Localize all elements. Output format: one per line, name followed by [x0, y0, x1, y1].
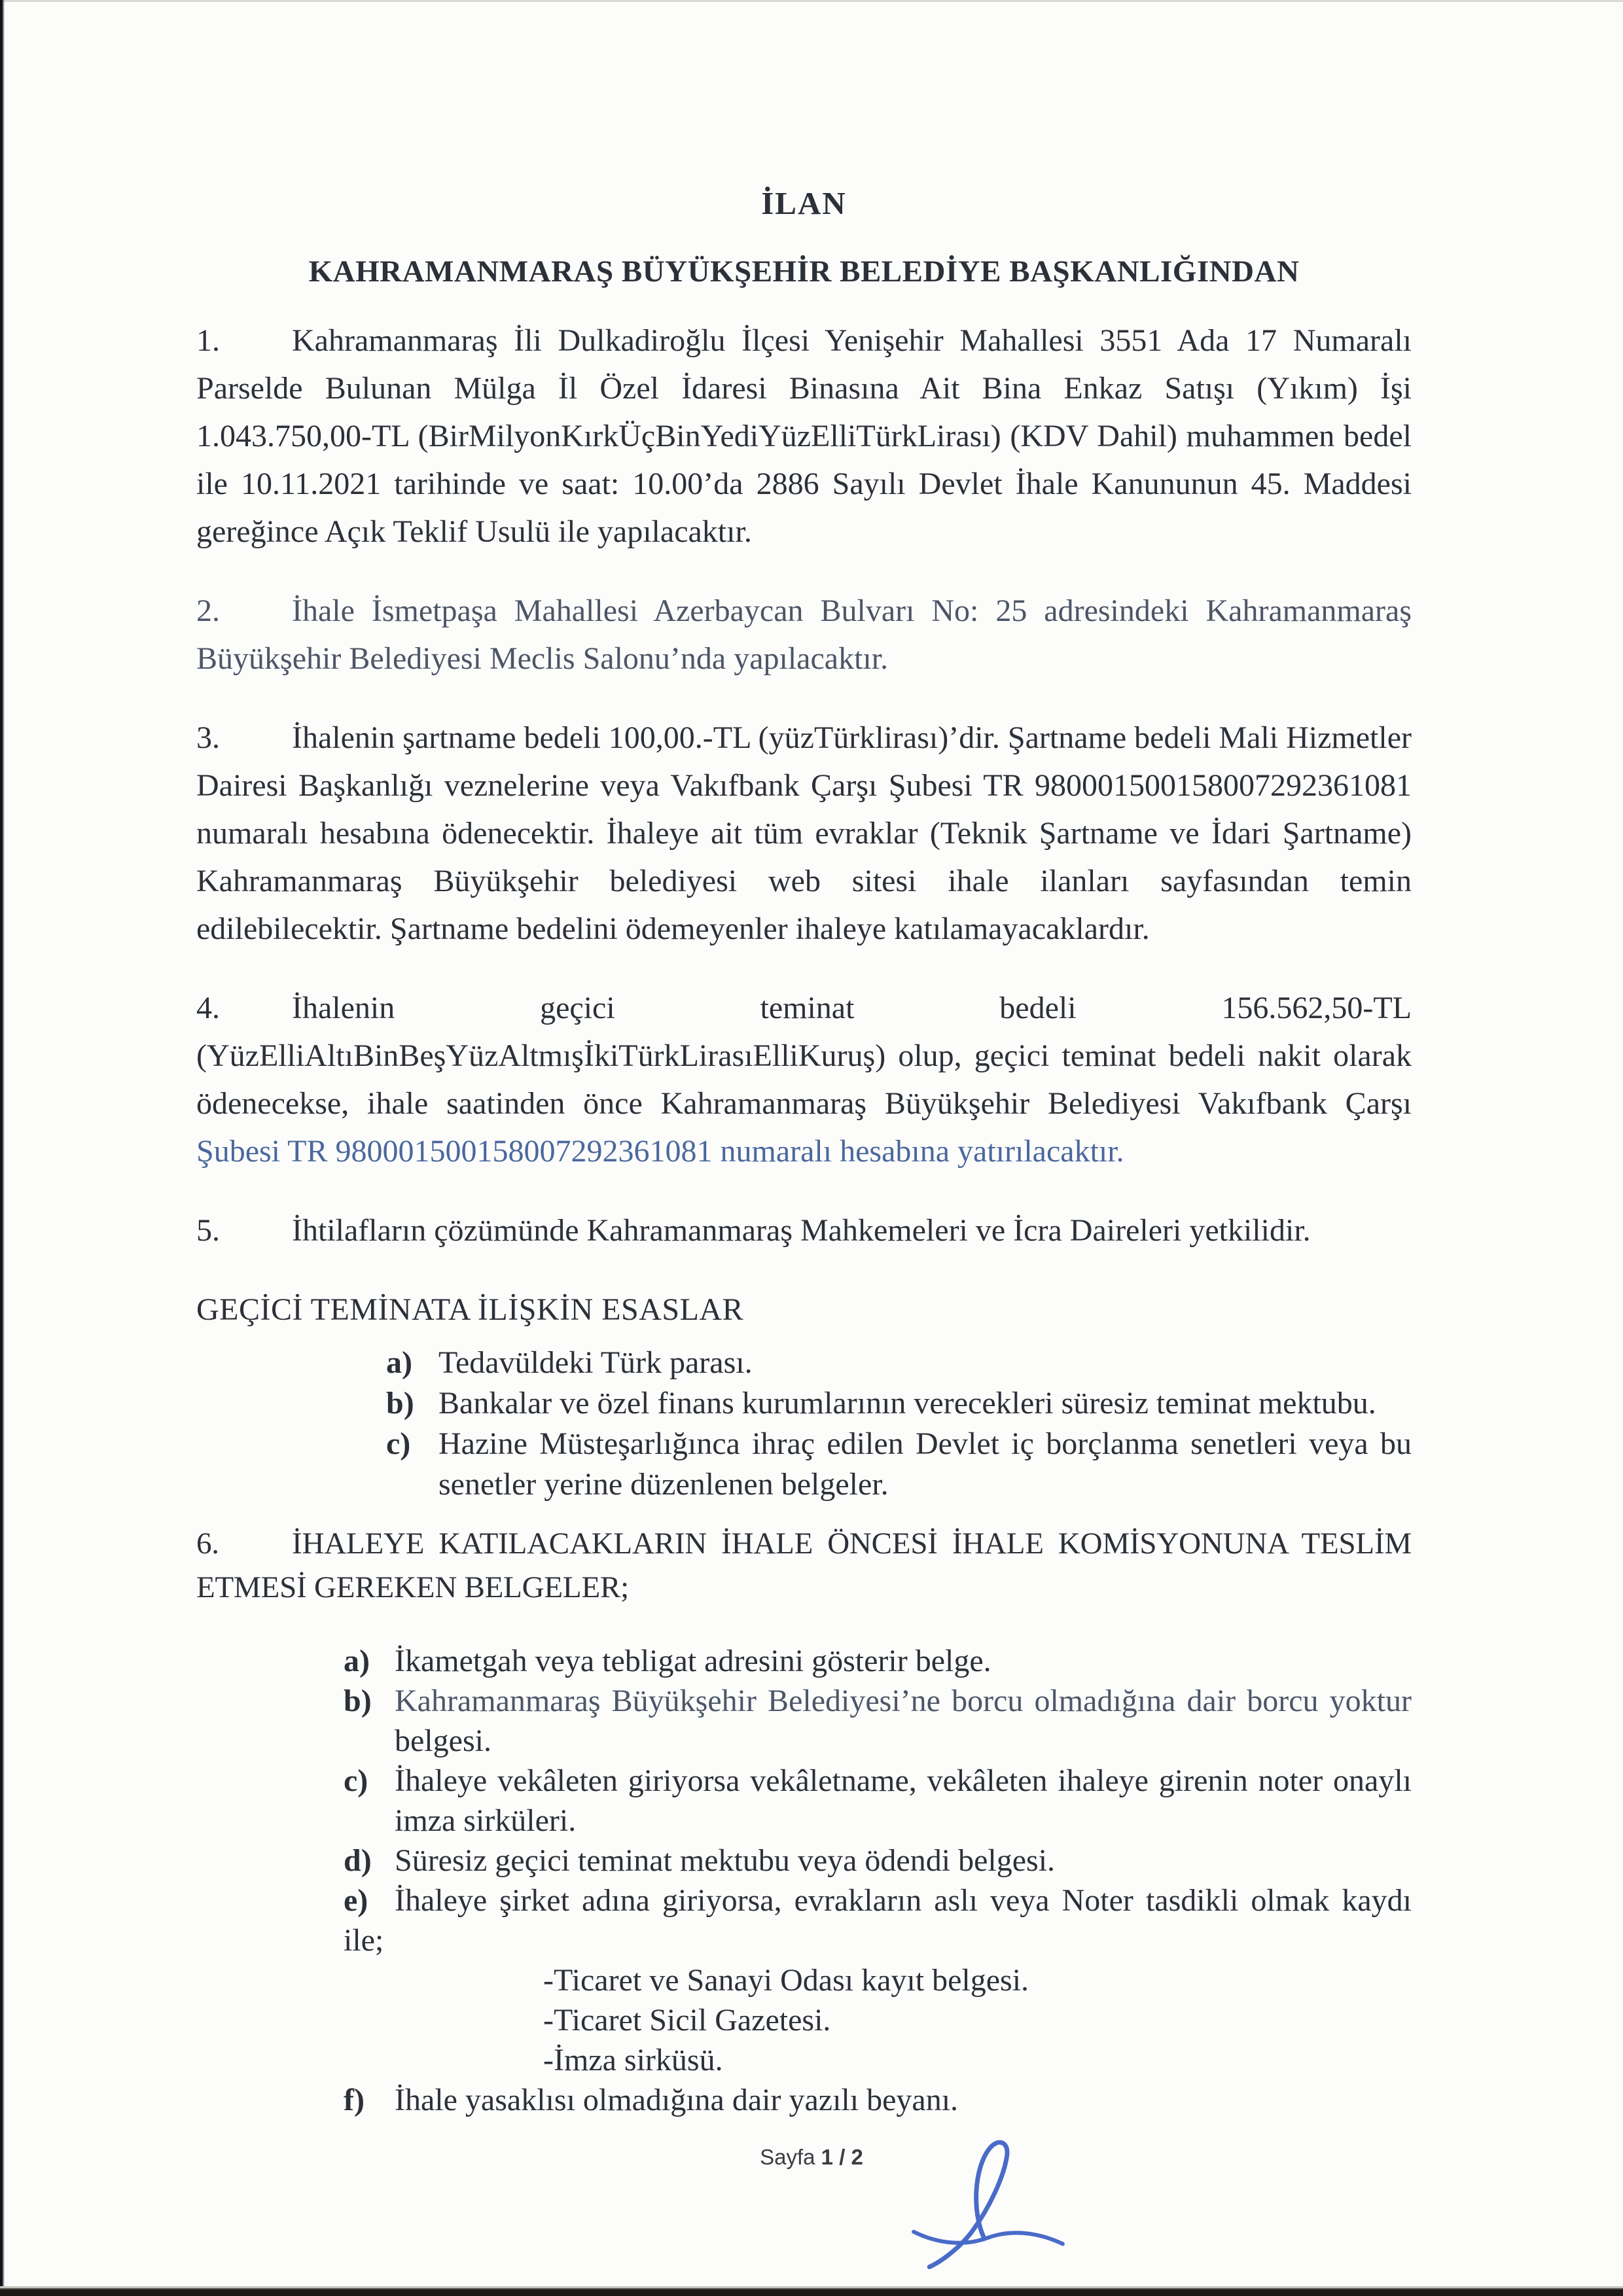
- paragraph-2: [196, 587, 1412, 682]
- paragraph-2-text: İhale İsmetpaşa Mahallesi Azerbaycan Bulvarı No: 25 adresindeki Kahramanmaraş Büyükşehir Belediyesi Meclis Salonu’nda yapılacaktır.: [196, 593, 1412, 676]
- list-item-marker: a): [344, 1644, 370, 1678]
- paragraph-5-text: İhtilafların çözümünde Kahramanmaraş Mahkemeleri ve İcra Daireleri yetkilidir.: [292, 1213, 1311, 1248]
- list-item: [344, 1761, 1412, 1841]
- paragraph-4-amount-line: İhalenin geçici teminat bedeli 156.562,50-TL: [292, 991, 1412, 1025]
- paragraph-5-number: 5.: [196, 1213, 220, 1248]
- paragraph-4-account-text: Şubesi TR 980001500158007292361081 numaralı hesabına yatırılacaktır.: [196, 1134, 1124, 1169]
- list-item: [344, 1881, 1412, 1960]
- list-item-text-rest: belgesi.: [395, 1723, 491, 1758]
- list-item-text: İkametgah veya tebligat adresini gösterir belge.: [395, 1644, 991, 1678]
- paragraph-4-text: (YüzElliAltıBinBeşYüzAltmışİkiTürkLirasıElliKuruş) olup, geçici teminat bedeli nakit olarak ödenecekse, ihale saatinden önce Kahramanmaraş Büyükşehir Belediyesi Vakıfbank Çarşı: [196, 1038, 1412, 1121]
- sub-list-item: -İmza sirküsü.: [543, 2043, 723, 2077]
- signature-icon: [906, 2132, 1070, 2289]
- list-item-text: İhale yasaklısı olmadığına dair yazılı beyanı.: [395, 2083, 959, 2117]
- list-item: [386, 1424, 1412, 1505]
- paragraph-1-number: 1.: [196, 323, 220, 358]
- document-title: İLAN: [761, 185, 847, 221]
- page-number-footer: [0, 2145, 1623, 2170]
- sub-list-item: -Ticaret ve Sanayi Odası kayıt belgesi.: [543, 1963, 1029, 1998]
- list-item: [344, 1841, 1412, 1881]
- list-item-marker: b): [344, 1684, 372, 1718]
- paragraph-3-number: 3.: [196, 720, 220, 755]
- list-item-marker: d): [344, 1843, 372, 1878]
- list-item-text: Süresiz geçici teminat mektubu veya ödendi belgesi.: [395, 1843, 1056, 1878]
- list-item: [344, 1641, 1412, 1681]
- scan-bottom-edge: [0, 2286, 1623, 2296]
- list-item-text: Kahramanmaraş Büyükşehir Belediyesi’ne borcu olmadığına dair borcu yoktur: [395, 1684, 1412, 1718]
- list-item-marker: b): [386, 1386, 414, 1421]
- list-item: [386, 1343, 1412, 1383]
- belgeler-list: [344, 1641, 1412, 2120]
- list-item-marker: c): [344, 1763, 368, 1798]
- list-item-text: Tedavüldeki Türk parası.: [438, 1345, 753, 1380]
- list-item: [344, 1681, 1412, 1761]
- scan-left-edge: [0, 0, 5, 2296]
- paragraph-2-number: 2.: [196, 593, 220, 628]
- paragraph-3-text: İhalenin şartname bedeli 100,00.-TL (yüzTürklirası)’dir. Şartname bedeli Mali Hizmetler Dairesi Başkanlığı veznelerine veya Vakıfbank Çarşı Şubesi TR 980001500158007292361081 numaralı hesabına ödenecektir. İhaleye ait tüm evraklar (Teknik Şartname ve İdari Şartname) Kahramanmaraş Büyükşehir belediyesi web sitesi ihale ilanları sayfasından temin edilebilecektir. Şartname bedelini ödemeyenler ihaleye katılamayacaklardır.: [196, 720, 1412, 946]
- teminat-list: [386, 1343, 1412, 1505]
- paragraph-3: [196, 714, 1412, 953]
- list-item-marker: a): [386, 1345, 412, 1380]
- list-item-text: İhaleye vekâleten giriyorsa vekâletname, vekâleten ihaleye girenin noter onaylı imza sirküleri.: [395, 1763, 1412, 1838]
- list-item-text: İhaleye şirket adına giriyorsa, evrakların aslı veya Noter tasdikli olmak kaydı ile;: [344, 1883, 1412, 1958]
- list-item-text: Bankalar ve özel finans kurumlarının verecekleri süresiz teminat mektubu.: [438, 1386, 1376, 1421]
- page-number-label: Sayfa: [760, 2145, 815, 2169]
- paragraph-1: [196, 317, 1412, 556]
- paragraph-4-first-line: [196, 984, 1412, 1032]
- belgeler-section-heading: [196, 1522, 1412, 1610]
- belgeler-section-number: 6.: [196, 1527, 219, 1561]
- sub-list-item: -Ticaret Sicil Gazetesi.: [543, 2003, 831, 2038]
- paragraph-5: [196, 1207, 1412, 1254]
- list-item: [386, 1383, 1412, 1424]
- paragraph-4-number: 4.: [196, 991, 220, 1025]
- paragraph-1-text: Kahramanmaraş İli Dulkadiroğlu İlçesi Yenişehir Mahallesi 3551 Ada 17 Numaralı Parselde Bulunan Mülga İl Özel İdaresi Binasına Ait Bina Enkaz Satışı (Yıkım) İşi 1.043.750,00-TL (BirMilyonKırkÜçBinYediYüzElliTürkLirası) (KDV Dahil) muhammen bedel ile 10.11.2021 tarihinde ve saat: 10.00’da 2886 Sayılı Devlet İhale Kanununun 45. Maddesi gereğince Açık Teklif Usulü ile yapılacaktır.: [196, 323, 1412, 549]
- belgeler-section-heading-text: İHALEYE KATILACAKLARIN İHALE ÖNCESİ İHALE KOMİSYONUNA TESLİM ETMESİ GEREKEN BELGELER;: [196, 1527, 1412, 1604]
- page-number-value: 1 / 2: [821, 2145, 863, 2169]
- list-item: [344, 2080, 1412, 2120]
- list-item-text: Hazine Müsteşarlığınca ihraç edilen Devlet iç borçlanma senetleri veya bu senetler yerine düzenlenen belgeler.: [438, 1426, 1412, 1502]
- document-subtitle: KAHRAMANMARAŞ BÜYÜKŞEHİR BELEDİYE BAŞKANLIĞINDAN: [308, 255, 1300, 289]
- list-item-marker: f): [344, 2083, 365, 2117]
- teminat-section-heading: GEÇİCİ TEMİNATA İLİŞKİN ESASLAR: [196, 1292, 744, 1327]
- paragraph-4: [196, 984, 1412, 1175]
- scan-top-edge: [0, 0, 1623, 2]
- company-documents-sub-list: [543, 1960, 1412, 2080]
- list-item-marker: c): [386, 1426, 411, 1461]
- list-item-marker: e): [344, 1883, 368, 1918]
